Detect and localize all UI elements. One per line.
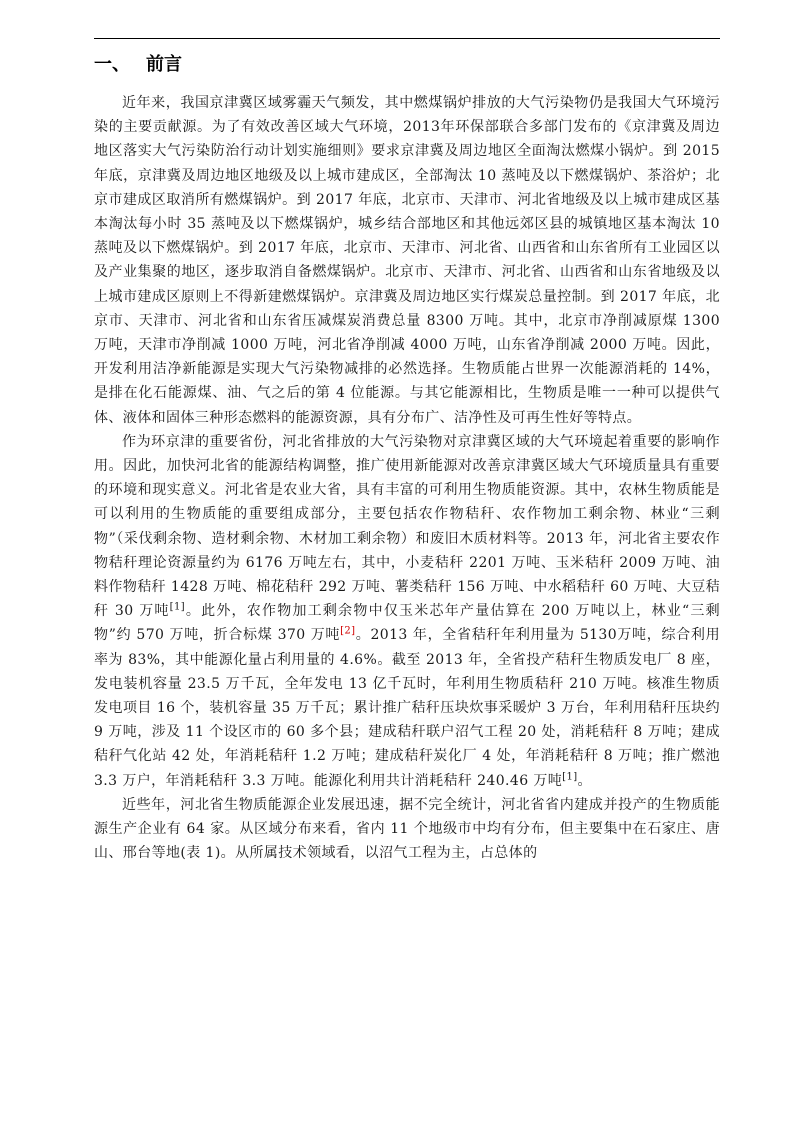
body-text bbox=[94, 91, 720, 866]
paragraph-2-part-b: 。此外，农作物加工剩余物中仅玉米芯年产量估算在 200 万吨以上，林业“三剩物”约 570 万吨，折合标煤 370 万吨 bbox=[94, 603, 720, 644]
section-number: 一、 bbox=[94, 54, 130, 75]
paragraph-3: 近些年，河北省生物质能源企业发展迅速，据不完全统计，河北省省内建成并投产的生物质能源生产企业有 64 家。从区域分布来看，省内 11 个地级市中均有分布，但主要集中在石家庄、唐山、邢台等地(表 1)。从所属技术领域看，以沼气工程为主，占总体的 bbox=[94, 796, 720, 862]
paragraph-2-part-a: 作为环京津的重要省份，河北省排放的大气污染物对京津冀区域的大气环境起着重要的影响作用。因此，加快河北省的能源结构调整，推广使用新能源对改善京津冀区域大气环境质量具有重要的环境和现实意义。河北省是农业大省，具有丰富的可利用生物质能资源。其中，农林生物质能是可以利用的生物质能的重要组成部分，主要包括农作物秸秆、农作物加工剩余物、林业“三剩物”（采伐剩余物、造材剩余物、木材加工剩余物）和废旧木质材料等。2013 年，河北省主要农作物秸秆理论资源量约为 6176 万吨左右，其中，小麦秸秆 2201 万吨、玉米秸秆 2009 万吨、油料作物秸秆 1428 万吨、棉花秸秆 292 万吨、薯类秸秆 156 万吨、中水稻秸秆 60 万吨、大豆秸秆 30 万吨 bbox=[94, 433, 720, 620]
paragraph-2-part-c: 。2013 年，全省秸秆年利用量为 5130万吨，综合利用率为 83%，其中能源化量占利用量的 4.6%。截至 2013 年，全省投产秸秆生物质发电厂 8 座，发电装机容量 23.5 万千瓦，全年发电 13 亿千瓦时，年利用生物质秸秆 210 万吨。核准生物质发电项目 16 个，装机容量 35 万千瓦；累计推广秸秆压块炊事采暖炉 3 万台，年利用秸秆压块约 9 万吨，涉及 11 个设区市的 60 多个县；建成秸秆联户沼气工程 20 处，消耗秸秆 8 万吨；建成秸秆气化站 42 处，年消耗秸秆 1.2 万吨；建成秸秆炭化厂 4 处，年消耗秸秆 8 万吨；推广燃池 3.3 万户，年消耗秸秆 3.3 万吨。能源化利用共计消耗秸秆 240.46 万吨 bbox=[94, 627, 720, 789]
paragraph-2 bbox=[94, 430, 720, 793]
citation-2-link[interactable]: [2] bbox=[340, 625, 356, 637]
section-title: 前言 bbox=[146, 54, 182, 75]
citation-1: [1] bbox=[169, 601, 186, 613]
citation-3: [1] bbox=[562, 771, 578, 783]
header-rule bbox=[94, 38, 720, 39]
section-heading bbox=[94, 52, 182, 78]
paragraph-2-part-d: 。 bbox=[577, 772, 592, 789]
paragraph-1: 近年来，我国京津冀区域雾霾天气频发，其中燃煤锅炉排放的大气污染物仍是我国大气环境污染的主要贡献源。为了有效改善区域大气环境，2013年环保部联合多部门发布的《京津冀及周边地区落实大气污染防治行动计划实施细则》要求京津冀及周边地区全面淘汰燃煤小锅炉。到 2015 年底，京津冀及周边地区地级及以上城市建成区，全部淘汰 10 蒸吨及以下燃煤锅炉、茶浴炉；北京市建成区取消所有燃煤锅炉。到 2017 年底，北京市、天津市、河北省地级及以上城市建成区基本淘汰每小时 35 蒸吨及以下燃煤锅炉，城乡结合部地区和其他远郊区县的城镇地区基本淘汰 10 蒸吨及以下燃煤锅炉。到 2017 年底，北京市、天津市、河北省、山西省和山东省所有工业园区以及产业集聚的地区，逐步取消自备燃煤锅炉。北京市、天津市、河北省、山西省和山东省地级及以上城市建成区原则上不得新建燃煤锅炉。京津冀及周边地区实行煤炭总量控制。到 2017 年底，北京市、天津市、河北省和山东省压减煤炭消费总量 8300 万吨。其中，北京市净削减原煤 1300 万吨，天津市净削减 1000 万吨，河北省净削减 4000 万吨，山东省净削减 2000 万吨。因此，开发利用洁净新能源是实现大气污染物减排的必然选择。生物质能占世界一次能源消耗的 14%，是排在化石能源煤、油、气之后的第 4 位能源。与其它能源相比，生物质是唯一一种可以提供气体、液体和固体三种形态燃料的能源资源，具有分布广、洁净性及可再生性好等特点。 bbox=[94, 95, 720, 426]
